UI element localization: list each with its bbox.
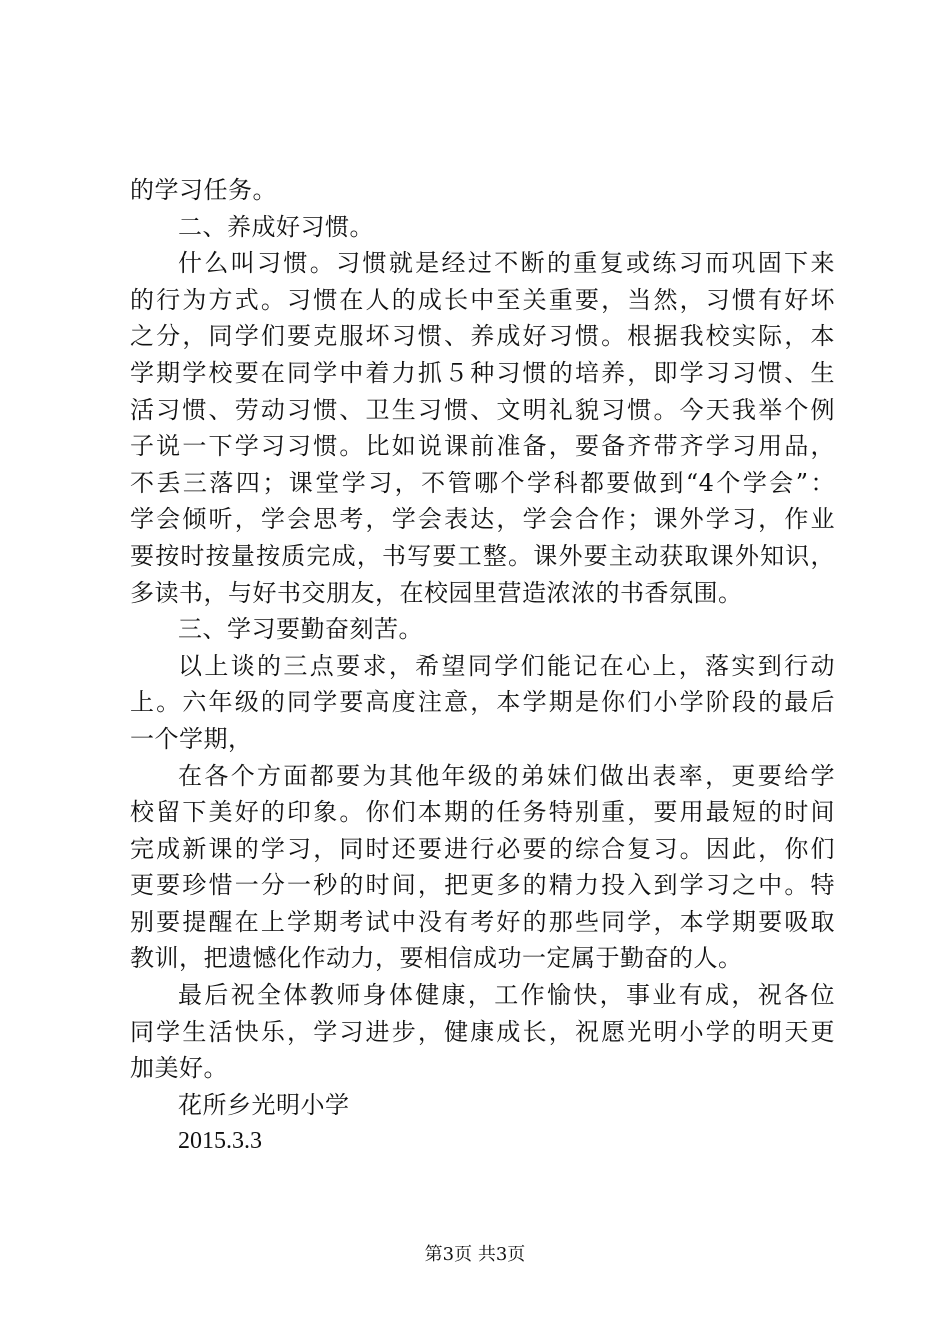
text-line: 校留下美好的印象。你们本期的任务特别重，要用最短的时间 — [130, 798, 835, 827]
text-line: 完成新课的学习，同时还要进行必要的综合复习。因此，你们 — [130, 834, 835, 863]
text-line: 别要提醒在上学期考试中没有考好的那些同学，本学期要吸取 — [130, 907, 835, 936]
signature-school: 花所乡光明小学 — [178, 1090, 350, 1119]
text-line: 在各个方面都要为其他年级的弟妹们做出表率，更要给学 — [178, 761, 835, 790]
text-line: 活习惯、劳动习惯、卫生习惯、文明礼貌习惯。今天我举个例 — [130, 395, 835, 424]
text-line: 不丢三落四；课堂学习，不管哪个学科都要做到“4个学会”： — [130, 468, 835, 497]
section-heading: 三、学习要勤奋刻苦。 — [178, 615, 423, 644]
signature-date: 2015.3.3 — [178, 1128, 262, 1155]
text-line: 学会倾听，学会思考，学会表达，学会合作；课外学习，作业 — [130, 505, 835, 534]
text-line: 上。六年级的同学要高度注意，本学期是你们小学阶段的最后 — [130, 688, 835, 717]
section-heading: 二、养成好习惯。 — [178, 212, 374, 241]
text-line: 子说一下学习习惯。比如说课前准备，要备齐带齐学习用品， — [130, 432, 835, 461]
text-line: 的学习任务。 — [130, 176, 277, 204]
page-footer: 第3页 共3页 — [424, 1244, 526, 1265]
text-line: 要按时按量按质完成，书写要工整。课外要主动获取课外知识， — [130, 541, 835, 570]
document-body — [130, 172, 835, 1160]
text-line: 最后祝全体教师身体健康，工作愉快，事业有成，祝各位 — [178, 981, 835, 1010]
text-line: 教训，把遗憾化作动力，要相信成功一定属于勤奋的人。 — [130, 944, 743, 973]
text-line: 的行为方式。习惯在人的成长中至关重要，当然，习惯有好坏 — [130, 285, 835, 314]
text-line: 学期学校要在同学中着力抓５种习惯的培养，即学习习惯、生 — [130, 358, 835, 387]
text-line: 以上谈的三点要求，希望同学们能记在心上，落实到行动 — [178, 651, 835, 680]
text-line: 更要珍惜一分一秒的时间，把更多的精力投入到学习之中。特 — [130, 871, 835, 900]
text-line: 一个学期， — [130, 724, 253, 753]
text-line: 同学生活快乐，学习进步，健康成长，祝愿光明小学的明天更 — [130, 1017, 835, 1046]
text-line: 加美好。 — [130, 1054, 228, 1083]
text-line: 之分，同学们要克服坏习惯、养成好习惯。根据我校实际，本 — [130, 322, 835, 351]
text-line: 多读书，与好书交朋友，在校园里营造浓浓的书香氛围。 — [130, 578, 743, 607]
text-line: 什么叫习惯。习惯就是经过不断的重复或练习而巩固下来 — [178, 249, 835, 278]
